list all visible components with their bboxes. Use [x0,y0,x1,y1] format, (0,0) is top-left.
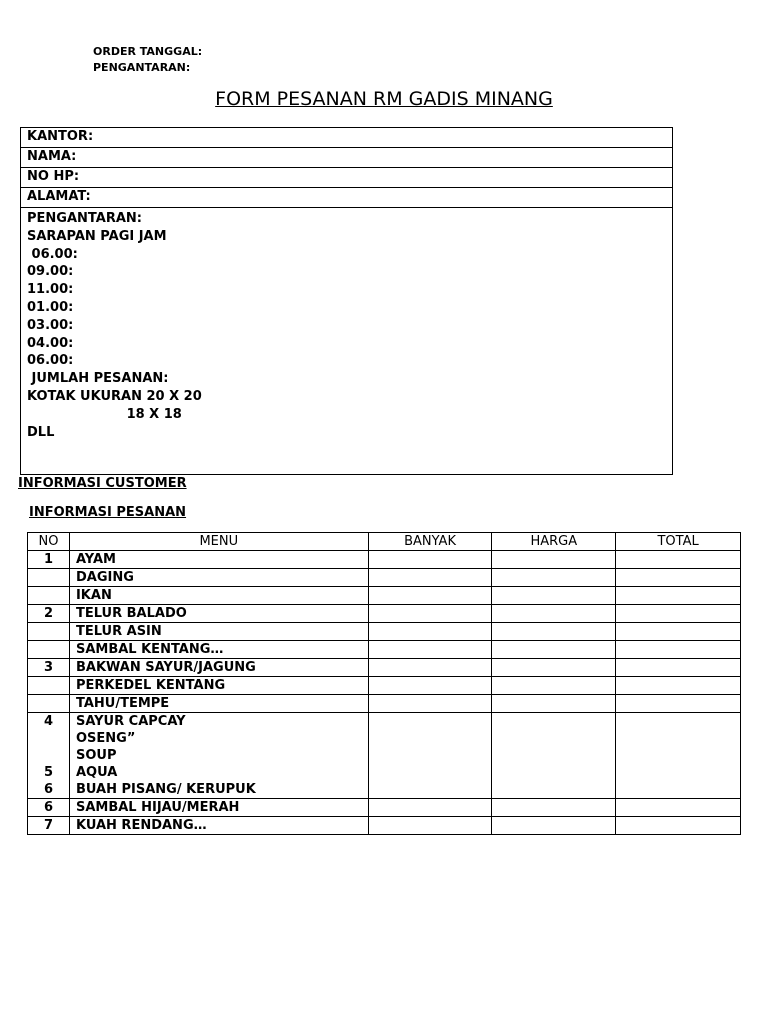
row-menu: TAHU/TEMPE [69,695,368,713]
section-customer-info: INFORMASI CUSTOMER [18,476,187,491]
row-quantity-cell[interactable] [368,623,492,641]
row-quantity-cell[interactable] [368,641,492,659]
row-total-cell[interactable] [616,641,741,659]
section-order-info: INFORMASI PESANAN [29,505,187,520]
row-total-cell[interactable] [616,587,741,605]
row-price-cell[interactable] [492,677,616,695]
customer-form-box [20,127,673,475]
row-menu: SAMBAL KENTANG… [69,641,368,659]
row-no: 7 [28,817,70,835]
row-price-cell[interactable] [492,713,616,799]
row-menu: KUAH RENDANG… [69,817,368,835]
table-row [28,817,741,835]
row-quantity-cell[interactable] [368,695,492,713]
row-menu: BAKWAN SAYUR/JAGUNG [69,659,368,677]
row-quantity-cell[interactable] [368,677,492,695]
row-no: 4 5 6 [28,713,70,799]
row-menu: AYAM [69,551,368,569]
row-menu: TELUR ASIN [69,623,368,641]
order-table [27,532,741,835]
table-row [28,641,741,659]
row-total-cell[interactable] [616,623,741,641]
row-quantity-cell[interactable] [368,713,492,799]
office-field[interactable]: KANTOR: [21,128,672,148]
header-quantity: BANYAK [368,533,492,551]
row-no: 3 [28,659,70,677]
row-quantity-cell[interactable] [368,587,492,605]
delivery-header-label: PENGANTARAN: [93,61,191,74]
row-total-cell[interactable] [616,677,741,695]
table-row [28,605,741,623]
row-quantity-cell[interactable] [368,659,492,677]
phone-field[interactable]: NO HP: [21,168,672,188]
row-menu: PERKEDEL KENTANG [69,677,368,695]
header-price: HARGA [492,533,616,551]
row-no: 6 [28,799,70,817]
row-menu: SAYUR CAPCAY OSENG” SOUP AQUA BUAH PISANG/ KERUPUK [69,713,368,799]
row-price-cell[interactable] [492,799,616,817]
header-no: NO [28,533,70,551]
order-table-header-row [28,533,741,551]
table-row [28,623,741,641]
row-total-cell[interactable] [616,713,741,799]
page-title: FORM PESANAN RM GADIS MINANG [215,88,553,110]
name-field[interactable]: NAMA: [21,148,672,168]
table-row [28,713,741,799]
row-price-cell[interactable] [492,695,616,713]
row-total-cell[interactable] [616,799,741,817]
header-menu: MENU [69,533,368,551]
row-price-cell[interactable] [492,817,616,835]
row-no [28,623,70,641]
order-date-label: ORDER TANGGAL: [93,45,203,58]
row-menu: SAMBAL HIJAU/MERAH [69,799,368,817]
row-total-cell[interactable] [616,605,741,623]
table-row [28,659,741,677]
row-menu: IKAN [69,587,368,605]
row-total-cell[interactable] [616,817,741,835]
row-price-cell[interactable] [492,551,616,569]
row-price-cell[interactable] [492,605,616,623]
table-row [28,799,741,817]
row-price-cell[interactable] [492,587,616,605]
row-quantity-cell[interactable] [368,799,492,817]
row-no [28,677,70,695]
row-price-cell[interactable] [492,659,616,677]
table-row [28,677,741,695]
row-no: 1 [28,551,70,569]
row-price-cell[interactable] [492,623,616,641]
table-row [28,569,741,587]
row-no [28,569,70,587]
row-total-cell[interactable] [616,695,741,713]
row-price-cell[interactable] [492,569,616,587]
row-total-cell[interactable] [616,659,741,677]
row-quantity-cell[interactable] [368,551,492,569]
row-no [28,587,70,605]
delivery-details-text: PENGANTARAN: SARAPAN PAGI JAM 06.00: 09.00: 11.00: 01.00: 03.00: 04.00: 06.00: JUMLAH PESANAN: KOTAK UKURAN 20 X 20 18 X 18 DLL [27,211,202,440]
header-total: TOTAL [616,533,741,551]
table-row [28,695,741,713]
row-no: 2 [28,605,70,623]
row-no [28,695,70,713]
row-menu: TELUR BALADO [69,605,368,623]
table-row [28,587,741,605]
row-no [28,641,70,659]
row-total-cell[interactable] [616,551,741,569]
address-field[interactable]: ALAMAT: [21,188,672,208]
table-row [28,551,741,569]
row-menu: DAGING [69,569,368,587]
row-price-cell[interactable] [492,641,616,659]
row-quantity-cell[interactable] [368,605,492,623]
row-total-cell[interactable] [616,569,741,587]
row-quantity-cell[interactable] [368,817,492,835]
row-quantity-cell[interactable] [368,569,492,587]
